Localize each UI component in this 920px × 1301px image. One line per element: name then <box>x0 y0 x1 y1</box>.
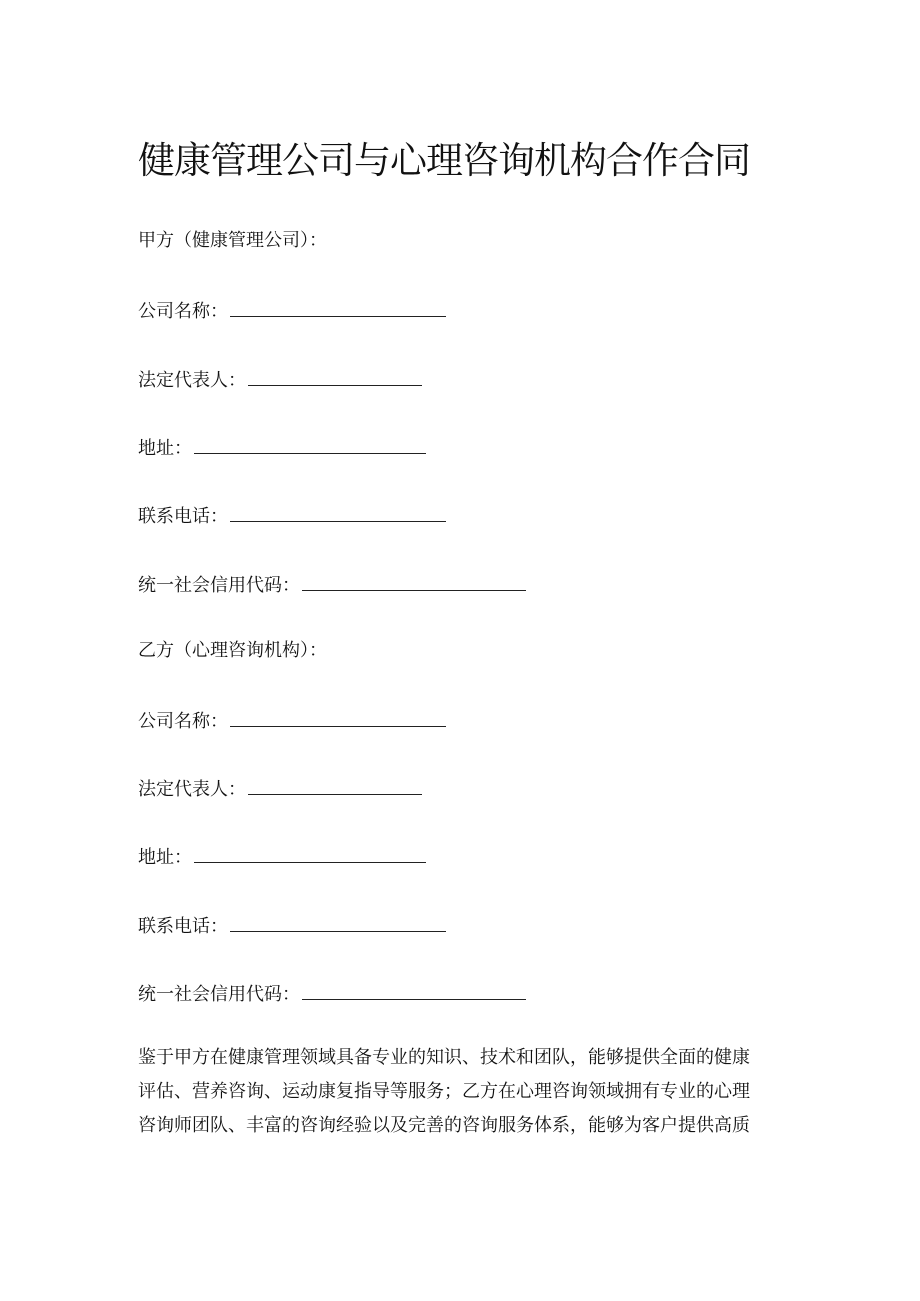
party-b-phone-row <box>138 911 446 940</box>
party-a-credit-code-row <box>138 570 526 599</box>
party-b-legal-rep-label: 法定代表人： <box>138 779 246 800</box>
party-a-company-name-row <box>138 296 446 325</box>
party-b-address-label: 地址： <box>138 847 192 868</box>
party-a-credit-code-blank[interactable] <box>302 570 526 591</box>
party-b-company-name-label: 公司名称： <box>138 711 228 732</box>
preamble-paragraph <box>138 1041 778 1143</box>
party-b-heading <box>138 638 327 664</box>
party-a-company-name-blank[interactable] <box>230 296 446 317</box>
party-b-legal-rep-row <box>138 774 422 803</box>
preamble-line: 评估、营养咨询、运动康复指导等服务；乙方在心理咨询领域拥有专业的心理 <box>138 1081 750 1102</box>
party-a-address-blank[interactable] <box>194 433 426 454</box>
party-b-credit-code-row <box>138 979 526 1008</box>
party-a-phone-label: 联系电话： <box>138 506 228 527</box>
party-b-legal-rep-blank[interactable] <box>248 774 422 795</box>
preamble-line: 咨询师团队、丰富的咨询经验以及完善的咨询服务体系，能够为客户提供高质 <box>138 1115 750 1136</box>
party-b-phone-blank[interactable] <box>230 911 446 932</box>
party-b-address-row <box>138 842 426 871</box>
party-a-legal-rep-blank[interactable] <box>248 365 422 386</box>
party-b-credit-code-label: 统一社会信用代码： <box>138 984 300 1005</box>
party-a-legal-rep-row <box>138 365 422 394</box>
party-a-phone-blank[interactable] <box>230 501 446 522</box>
party-a-phone-row <box>138 501 446 530</box>
party-b-address-blank[interactable] <box>194 842 426 863</box>
contract-title: 健康管理公司与心理咨询机构合作合同 <box>138 139 750 182</box>
party-b-credit-code-blank[interactable] <box>302 979 526 1000</box>
party-a-credit-code-label: 统一社会信用代码： <box>138 575 300 596</box>
party-b-phone-label: 联系电话： <box>138 916 228 937</box>
party-b-company-name-row <box>138 706 446 735</box>
party-a-address-row <box>138 433 426 462</box>
party-b-company-name-blank[interactable] <box>230 706 446 727</box>
party-a-heading-text: 甲方（健康管理公司）： <box>138 230 327 251</box>
party-b-heading-text: 乙方（心理咨询机构）： <box>138 640 327 661</box>
party-a-address-label: 地址： <box>138 438 192 459</box>
party-a-heading <box>138 228 327 254</box>
preamble-line: 鉴于甲方在健康管理领域具备专业的知识、技术和团队，能够提供全面的健康 <box>138 1047 750 1068</box>
party-a-company-name-label: 公司名称： <box>138 301 228 322</box>
party-a-legal-rep-label: 法定代表人： <box>138 370 246 391</box>
